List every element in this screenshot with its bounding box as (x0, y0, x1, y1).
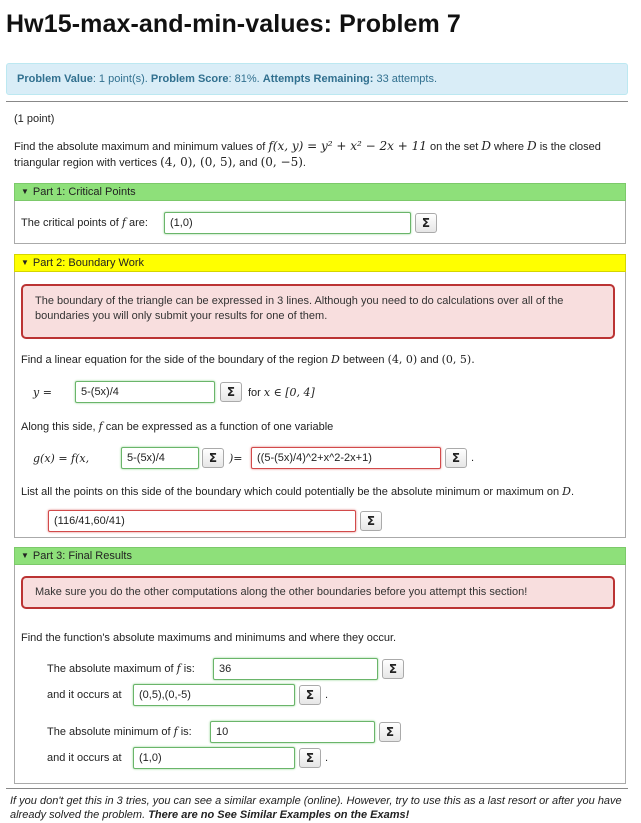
part1-header[interactable]: ▼ Part 1: Critical Points (14, 183, 626, 201)
equation-editor-button[interactable]: Σ (220, 382, 242, 402)
g-inner-input[interactable] (121, 447, 199, 469)
g-close-paren: )= (229, 452, 243, 465)
problem-score-label: Problem Score (150, 73, 229, 85)
part2-body: The boundary of the triangle can be expressed in 3 lines. Although you need to do calculations over all of the boundaries you will only submit your results for one of them. Find a linear equation for the side of the boundary of the region D between (4, 0) and (0, 5). y = 5-(5x)/4 Σ for x ∈ [0, 4] Along this side, f can be expressed as a function of one variable g(x) = f(x, 5-(5x)/4 Σ )= ((5-(5x)/4)^2+x^2-2x+1) Σ . List all the points on this side of the boundary which could potentially be the absolute minimum or maximum on D. (116/41,60/41) Σ (14, 272, 626, 538)
max-location-label: and it occurs at (47, 689, 122, 701)
equation-editor-button[interactable]: Σ (202, 448, 224, 468)
collapse-triangle-icon: ▼ (21, 258, 29, 267)
part2-header[interactable]: ▼ Part 2: Boundary Work (14, 254, 626, 272)
candidate-points-prompt: List all the points on this side of the boundary which could potentially be the absolute minimum or maximum on D. (21, 485, 575, 498)
y-equals-label: y = (33, 386, 52, 399)
final-results-prompt: Find the function's absolute maximums and minimums and where they occur. (21, 632, 397, 644)
equation-editor-button[interactable]: Σ (415, 213, 437, 233)
abs-max-input[interactable] (213, 658, 378, 680)
part3-header[interactable]: ▼ Part 3: Final Results (14, 547, 626, 565)
divider-top (6, 101, 628, 102)
part3-body: Make sure you do the other computations along the other boundaries before you attempt this section! Find the function's absolute maximums and minimums and where they occur. The absolute maximum of f is: 36 Σ and it occurs at (0,5),(0,-5) Σ . The absolute minimum of f is: 10 Σ and it occurs at (1,0) Σ . (14, 565, 626, 784)
min-location-label: and it occurs at (47, 752, 122, 764)
equation-editor-button[interactable]: Σ (360, 511, 382, 531)
equation-editor-button[interactable]: Σ (299, 685, 321, 705)
boundary-alert: The boundary of the triangle can be expressed in 3 lines. Although you need to do calculations over all of the boundaries you will only submit your results for one of them. (21, 284, 615, 339)
abs-max-location-input[interactable] (133, 684, 295, 706)
equation-editor-button[interactable]: Σ (299, 748, 321, 768)
g-of-x-input[interactable] (251, 447, 441, 469)
function-expression: f(x, y) = y² + x² − 2x + 11 (268, 139, 427, 153)
linear-equation-input[interactable] (75, 381, 215, 403)
problem-info-bar (6, 63, 628, 95)
equation-editor-button[interactable]: Σ (379, 722, 401, 742)
abs-min-location-input[interactable] (133, 747, 295, 769)
problem-value: : 1 point(s). (92, 73, 148, 85)
problem-body (6, 104, 628, 784)
attempts-remaining: 33 attempts. (376, 73, 438, 85)
final-results-alert: Make sure you do the other computations along the other boundaries before you attempt this section! (21, 576, 615, 609)
abs-min-input[interactable] (210, 721, 375, 743)
problem-score: : 81%. (228, 73, 260, 85)
footer-warning: There are no See Similar Examples on the Exams! (148, 809, 410, 821)
abs-max-label: The absolute maximum of f is: (47, 662, 195, 675)
candidate-points-input[interactable] (48, 510, 356, 532)
divider-bottom (6, 788, 628, 789)
collapse-triangle-icon: ▼ (21, 551, 29, 560)
g-of-x-label: g(x) = f(x, (33, 452, 90, 465)
equation-editor-button[interactable]: Σ (445, 448, 467, 468)
equation-editor-button[interactable]: Σ (382, 659, 404, 679)
problem-statement: Find the absolute maximum and minimum values of f(x, y) = y² + x² − 2x + 11 on the set D where D is the closed triangular region with vertices (4, 0), (0, 5), and (0, −5). (14, 139, 601, 169)
abs-min-label: The absolute minimum of f is: (47, 725, 192, 738)
critical-points-input[interactable] (164, 212, 411, 234)
critical-points-prompt: The critical points of f are: (21, 216, 148, 229)
domain-condition: for x ∈ [0, 4] (248, 386, 315, 399)
part1-body (14, 201, 626, 244)
problem-value-label: Problem Value (17, 73, 93, 85)
attempts-label: Attempts Remaining: (262, 73, 374, 85)
page-title: Hw15-max-and-min-values: Problem 7 (6, 10, 461, 38)
collapse-triangle-icon: ▼ (21, 187, 29, 196)
linear-equation-prompt: Find a linear equation for the side of the boundary of the region D between (4, 0) and (0, 5). (21, 353, 475, 366)
problem-points: (1 point) (14, 113, 55, 125)
one-variable-prompt: Along this side, f can be expressed as a function of one variable (21, 420, 334, 433)
footer-note: If you don't get this in 3 tries, you can see a similar example (online). However, try to use this as a last resort or after you have already solved the problem. There are no See Similar Examples on the Exams! (10, 795, 622, 821)
